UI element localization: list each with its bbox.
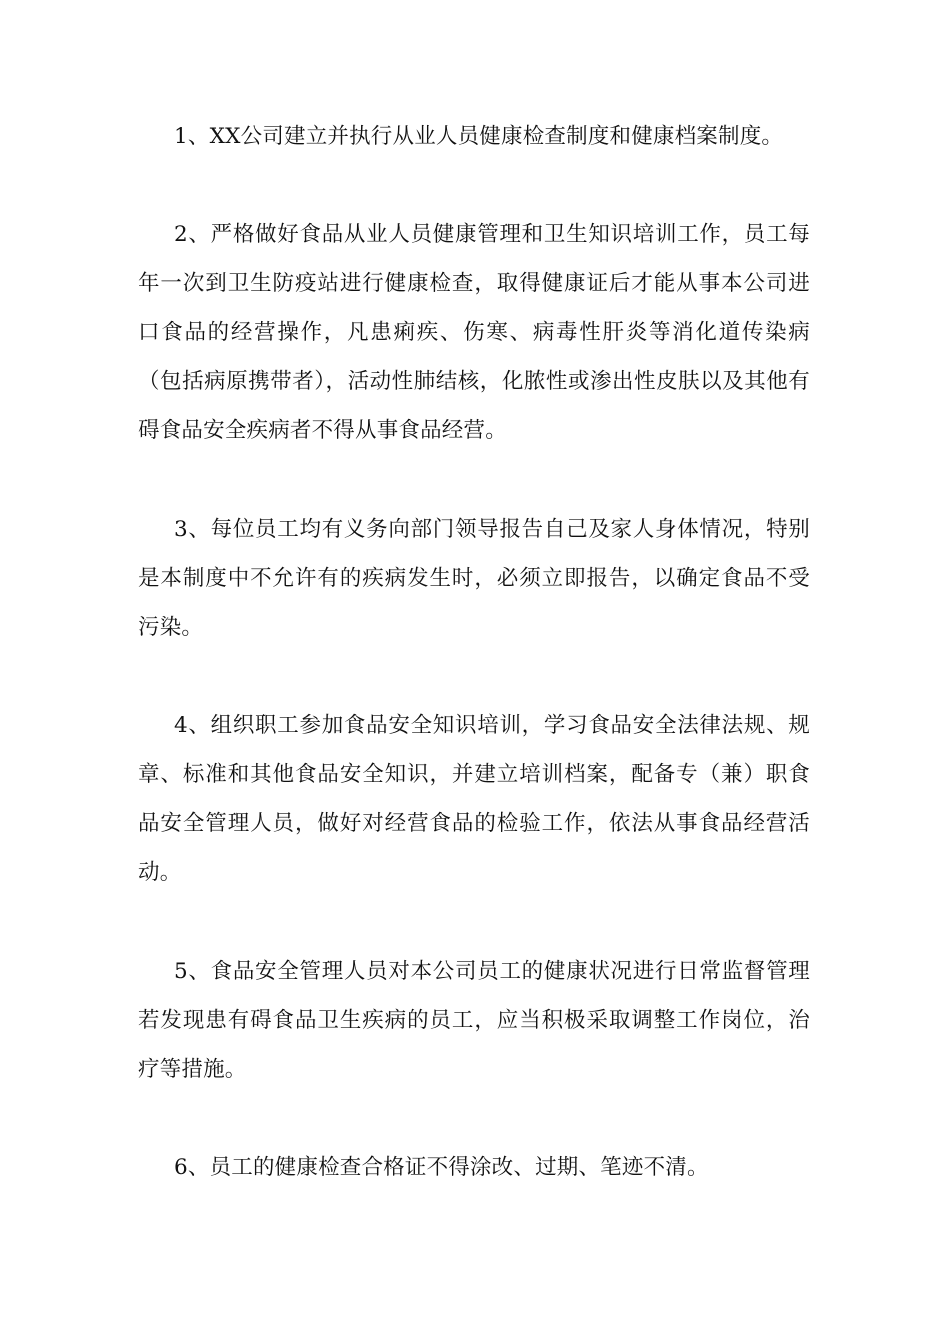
paragraph-3: 3、每位员工均有义务向部门领导报告自己及家人身体情况，特别是本制度中不允许有的疾病发生时，必须立即报告，以确定食品不受污染。 [138,517,810,640]
paragraph-5: 5、食品安全管理人员对本公司员工的健康状况进行日常监督管理若发现患有碍食品卫生疾病的员工，应当积极采取调整工作岗位，治疗等措施。 [138,959,810,1082]
paragraph-4: 4、组织职工参加食品安全知识培训，学习食品安全法律法规、规章、标准和其他食品安全知识，并建立培训档案，配备专（兼）职食品安全管理人员，做好对经营食品的检验工作，依法从事食品经营活动。 [138,713,810,885]
paragraph-1: 1、XX公司建立并执行从业人员健康检查制度和健康档案制度。 [174,124,784,149]
paragraph-6: 6、员工的健康检查合格证不得涂改、过期、笔迹不清。 [174,1155,709,1180]
paragraph-2: 2、严格做好食品从业人员健康管理和卫生知识培训工作，员工每年一次到卫生防疫站进行健康检查，取得健康证后才能从事本公司进口食品的经营操作，凡患痢疾、伤寒、病毒性肝炎等消化道传染病（包括病原携带者），活动性肺结核，化脓性或渗出性皮肤以及其他有碍食品安全疾病者不得从事食品经营。 [138,222,810,443]
